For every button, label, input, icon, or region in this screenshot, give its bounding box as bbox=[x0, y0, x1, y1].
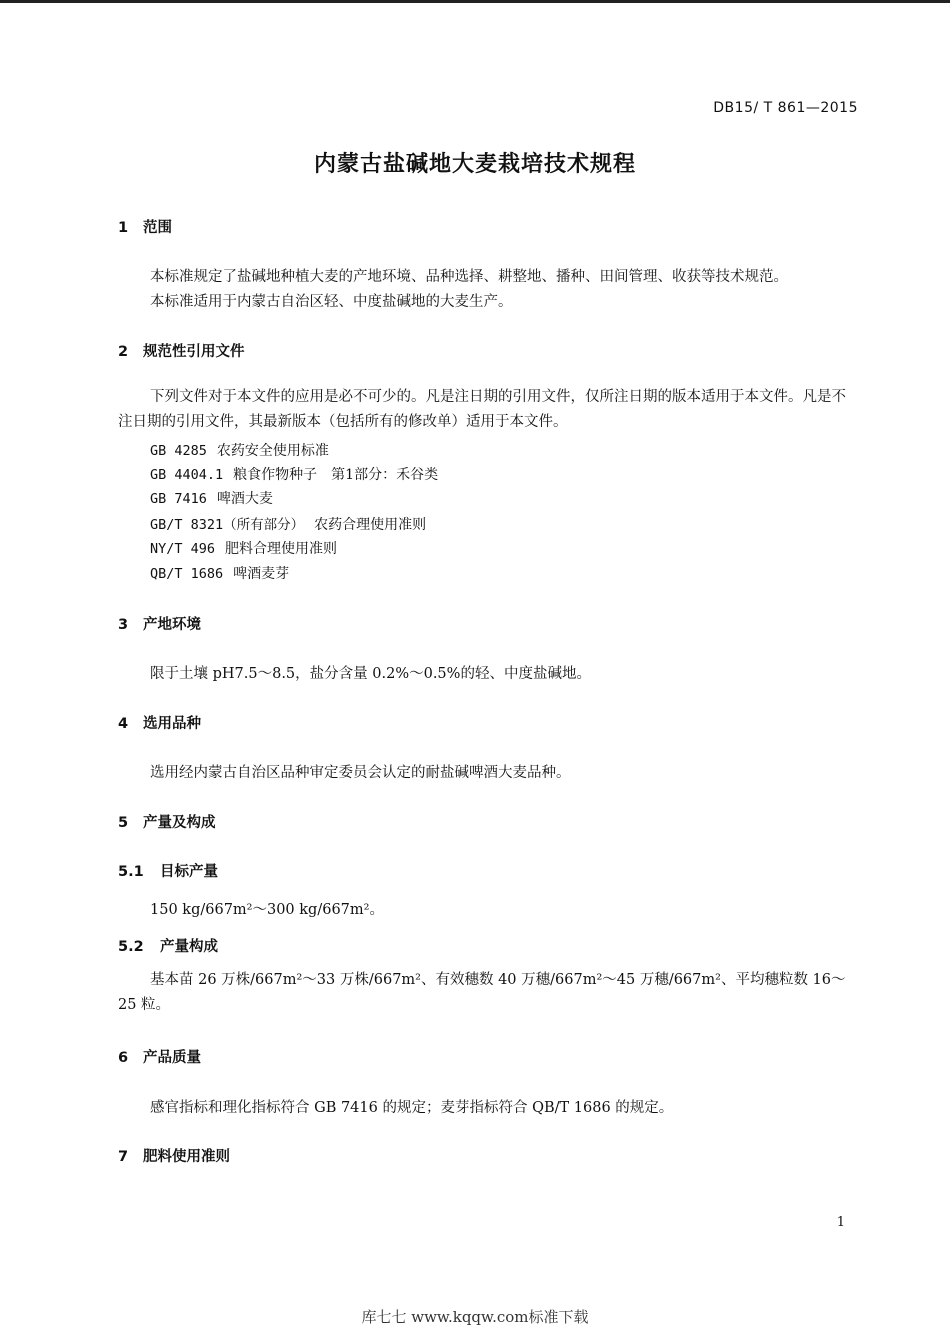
reference-item bbox=[150, 440, 329, 460]
reference-item bbox=[150, 538, 337, 558]
section-number: 2 bbox=[118, 344, 129, 360]
section-number: 4 bbox=[118, 716, 129, 732]
section-5-2-paragraph: 基本苗 26 万株/667m²～33 万株/667m²、有效穗数 40 万穗/667m²～45 万穗/667m²、平均穗粒数 16～25 粒。 bbox=[118, 972, 846, 1013]
section-number: 5 bbox=[118, 815, 129, 831]
section-1-paragraph-1: 本标准规定了盐碱地种植大麦的产地环境、品种选择、耕整地、播种、田间管理、收获等技术规范。 bbox=[150, 269, 788, 285]
section-5-2-heading bbox=[118, 935, 218, 956]
section-1-paragraph-2: 本标准适用于内蒙古自治区轻、中度盐碱地的大麦生产。 bbox=[150, 294, 513, 310]
section-3-heading bbox=[118, 613, 201, 634]
section-number: 6 bbox=[118, 1050, 129, 1066]
section-6-heading bbox=[118, 1046, 201, 1067]
reference-name: 农药合理使用准则 bbox=[314, 517, 427, 533]
reference-name: 粮食作物种子 第1部分：禾谷类 bbox=[233, 467, 439, 483]
section-5-1-heading bbox=[118, 860, 218, 881]
section-2-intro: 下列文件对于本文件的应用是必不可少的。凡是注日期的引用文件，仅所注日期的版本适用于本文件。凡是不注日期的引用文件，其最新版本（包括所有的修改单）适用于本文件。 bbox=[118, 389, 846, 430]
section-title: 产量构成 bbox=[160, 939, 218, 955]
standard-code: DB15/ T 861—2015 bbox=[713, 100, 858, 116]
section-1-heading bbox=[118, 216, 172, 237]
reference-item bbox=[150, 464, 438, 484]
section-3-paragraph: 限于土壤 pH7.5～8.5，盐分含量 0.2%～0.5%的轻、中度盐碱地。 bbox=[150, 666, 591, 682]
section-number: 3 bbox=[118, 617, 129, 633]
section-4-heading bbox=[118, 712, 201, 733]
section-4-paragraph: 选用经内蒙古自治区品种审定委员会认定的耐盐碱啤酒大麦品种。 bbox=[150, 765, 571, 781]
section-2-heading bbox=[118, 340, 245, 361]
reference-item bbox=[150, 488, 273, 508]
section-number: 7 bbox=[118, 1149, 129, 1165]
footer-watermark: 库七七 www.kqqw.com标准下载 bbox=[361, 1308, 589, 1326]
section-5-heading bbox=[118, 811, 216, 832]
section-number: 5.1 bbox=[118, 864, 144, 880]
section-title: 产品质量 bbox=[143, 1050, 201, 1066]
reference-code: GB 4404.1 bbox=[150, 467, 224, 483]
section-title: 产量及构成 bbox=[143, 815, 216, 831]
reference-code: GB 7416 bbox=[150, 491, 207, 507]
section-title: 规范性引用文件 bbox=[143, 344, 245, 360]
reference-code: QB/T 1686 bbox=[150, 566, 224, 582]
reference-code: GB/T 8321（所有部分） bbox=[150, 517, 305, 533]
section-number: 1 bbox=[118, 220, 129, 236]
section-title: 产地环境 bbox=[143, 617, 201, 633]
reference-name: 啤酒麦芽 bbox=[233, 566, 290, 582]
section-6-paragraph: 感官指标和理化指标符合 GB 7416 的规定；麦芽指标符合 QB/T 1686 的规定。 bbox=[150, 1100, 674, 1116]
reference-name: 农药安全使用标准 bbox=[216, 443, 329, 459]
section-title: 肥料使用准则 bbox=[143, 1149, 230, 1165]
reference-item bbox=[150, 513, 426, 534]
top-border bbox=[0, 0, 950, 3]
section-5-1-paragraph: 150 kg/667m²～300 kg/667m²。 bbox=[150, 902, 384, 918]
document-title: 内蒙古盐碱地大麦栽培技术规程 bbox=[313, 152, 636, 177]
reference-item bbox=[150, 563, 289, 583]
section-title: 范围 bbox=[143, 220, 172, 236]
section-number: 5.2 bbox=[118, 939, 144, 955]
reference-name: 肥料合理使用准则 bbox=[225, 541, 338, 557]
reference-code: GB 4285 bbox=[150, 443, 207, 459]
reference-name: 啤酒大麦 bbox=[216, 491, 273, 507]
section-7-heading bbox=[118, 1145, 230, 1166]
section-title: 目标产量 bbox=[160, 864, 218, 880]
section-title: 选用品种 bbox=[143, 716, 201, 732]
reference-code: NY/T 496 bbox=[150, 541, 216, 557]
page-number: 1 bbox=[836, 1215, 845, 1230]
